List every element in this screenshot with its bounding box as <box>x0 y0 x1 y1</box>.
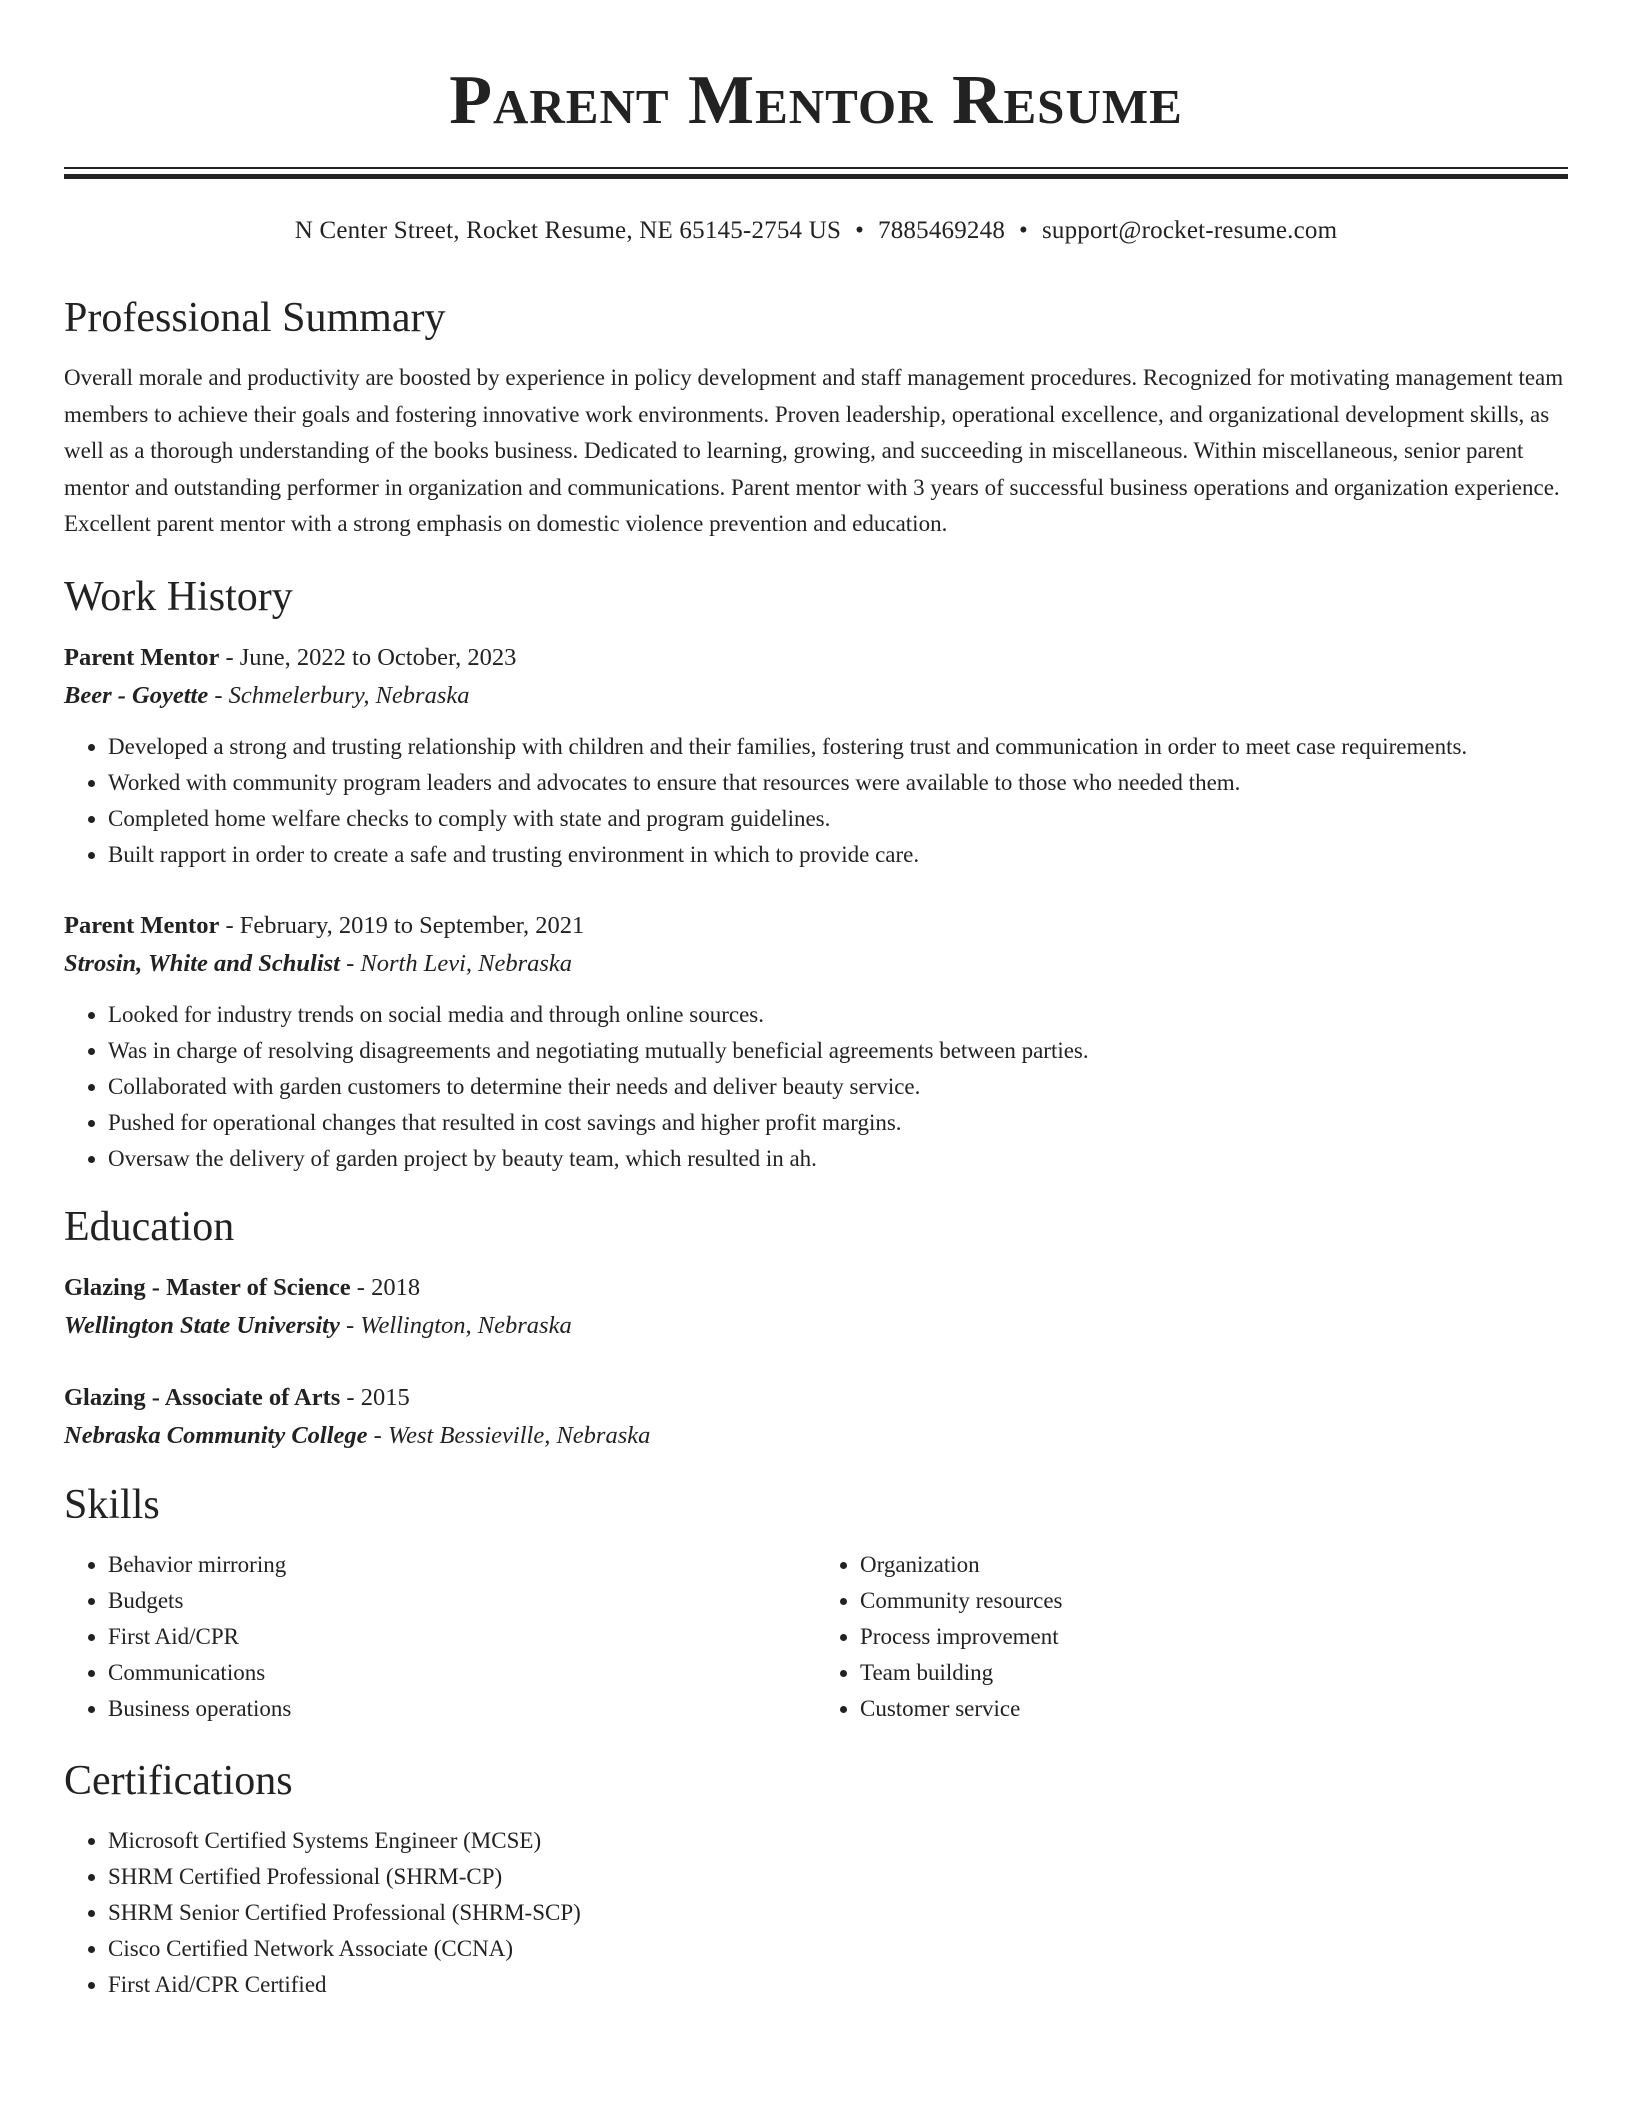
list-item: • Community resources <box>860 1583 1568 1619</box>
education-degree: Glazing - Associate of Arts <box>64 1383 341 1411</box>
list-item: • Collaborated with garden customers to determine their needs and deliver beauty service. <box>108 1069 1568 1105</box>
education-entry <box>64 1379 1568 1455</box>
education-school: Nebraska Community College <box>64 1421 368 1449</box>
list-item: • Pushed for operational changes that resulted in cost savings and higher profit margins. <box>108 1105 1568 1141</box>
education-header <box>64 1379 1568 1417</box>
contact-email: support@rocket-resume.com <box>1041 217 1338 244</box>
job-company: Strosin, White and Schulist <box>64 949 340 977</box>
job-employer <box>64 945 1568 983</box>
certifications-list <box>64 1823 1568 2003</box>
work-history-heading: Work History <box>64 573 293 620</box>
job-dates: - February, 2019 to September, 2021 <box>219 911 585 939</box>
skills-list-left <box>64 1547 816 1727</box>
job-entry <box>64 639 1568 873</box>
skills-heading: Skills <box>64 1481 160 1528</box>
resume-content <box>64 290 1568 2003</box>
list-item: • Built rapport in order to create a safe and trusting environment in which to provide care. <box>108 837 1568 873</box>
contact-phone: 7885469248 <box>878 217 1006 244</box>
list-item: • Worked with community program leaders and advocates to ensure that resources were available to those who needed them. <box>108 765 1568 801</box>
education-location: - Wellington, Nebraska <box>339 1311 572 1339</box>
work-history-section <box>64 569 1568 1177</box>
list-item: • SHRM Senior Certified Professional (SHRM-SCP) <box>108 1895 1568 1931</box>
contact-separator: • <box>1019 217 1028 244</box>
list-item: • Business operations <box>108 1691 816 1727</box>
job-location: - Schmelerbury, Nebraska <box>208 681 470 709</box>
summary-text: Overall morale and productivity are boosted by experience in policy development and staff management procedures. Recognized for motivating management team members to achieve their goals and fostering innovative work environments. Proven leadership, operational excellence, and organizational development skills, as well as a thorough understanding of the books business. Dedicated to learning, growing, and succeeding in miscellaneous. Within miscellaneous, senior parent mentor and outstanding performer in organization and communications. Parent mentor with 3 years of successful business operations and organization experience. Excellent parent mentor with a strong emphasis on domestic violence prevention and education. <box>64 365 1564 536</box>
list-item: • Cisco Certified Network Associate (CCNA) <box>108 1931 1568 1967</box>
job-dates: - June, 2022 to October, 2023 <box>219 643 517 671</box>
list-item: • Microsoft Certified Systems Engineer (MCSE) <box>108 1823 1568 1859</box>
job-title: Parent Mentor <box>64 911 220 939</box>
education-school: Wellington State University <box>64 1311 340 1339</box>
job-bullets <box>64 997 1568 1177</box>
list-item: • First Aid/CPR Certified <box>108 1967 1568 2003</box>
list-item: • Organization <box>860 1547 1568 1583</box>
list-item: • Behavior mirroring <box>108 1547 816 1583</box>
list-item: • Looked for industry trends on social media and through online sources. <box>108 997 1568 1033</box>
list-item: • Developed a strong and trusting relationship with children and their families, fostering trust and communication in order to meet case requirements. <box>108 729 1568 765</box>
list-item: • Communications <box>108 1655 816 1691</box>
contact-address: N Center Street, Rocket Resume, NE 65145-2754 US <box>294 217 842 244</box>
job-title: Parent Mentor <box>64 643 220 671</box>
education-degree: Glazing - Master of Science <box>64 1273 351 1301</box>
contact-line <box>64 214 1568 248</box>
job-entry <box>64 907 1568 1177</box>
job-company: Beer - Goyette <box>64 681 209 709</box>
list-item: • Completed home welfare checks to comply with state and program guidelines. <box>108 801 1568 837</box>
list-item: • Oversaw the delivery of garden project by beauty team, which resulted in ah. <box>108 1141 1568 1177</box>
list-item: • SHRM Certified Professional (SHRM-CP) <box>108 1859 1568 1895</box>
skills-list-right <box>816 1547 1568 1727</box>
education-location: - West Bessieville, Nebraska <box>367 1421 651 1449</box>
list-item: • Was in charge of resolving disagreements and negotiating mutually beneficial agreements between parties. <box>108 1033 1568 1069</box>
education-institution <box>64 1307 1568 1345</box>
education-entry <box>64 1269 1568 1345</box>
education-section <box>64 1199 1568 1455</box>
education-year: - 2015 <box>340 1383 410 1411</box>
job-location: - North Levi, Nebraska <box>339 949 573 977</box>
list-item: • Budgets <box>108 1583 816 1619</box>
job-header <box>64 907 1568 945</box>
list-item: • Customer service <box>860 1691 1568 1727</box>
job-bullets <box>64 729 1568 873</box>
education-institution <box>64 1417 1568 1455</box>
title-divider <box>64 167 1568 179</box>
certifications-section <box>64 1753 1568 2003</box>
certifications-heading: Certifications <box>64 1757 293 1804</box>
resume-title: Parent Mentor Resume <box>449 62 1183 139</box>
list-item: • First Aid/CPR <box>108 1619 816 1655</box>
summary-heading: Professional Summary <box>64 295 446 341</box>
list-item: • Team building <box>860 1655 1568 1691</box>
skills-section <box>64 1477 1568 1727</box>
contact-separator: • <box>855 217 865 244</box>
job-header <box>64 639 1568 677</box>
list-item: • Process improvement <box>860 1619 1568 1655</box>
education-heading: Education <box>64 1203 235 1250</box>
summary-section <box>64 290 1568 543</box>
education-header <box>64 1269 1568 1307</box>
skills-columns <box>64 1547 1568 1727</box>
education-year: - 2018 <box>350 1273 421 1301</box>
job-employer <box>64 677 1568 715</box>
